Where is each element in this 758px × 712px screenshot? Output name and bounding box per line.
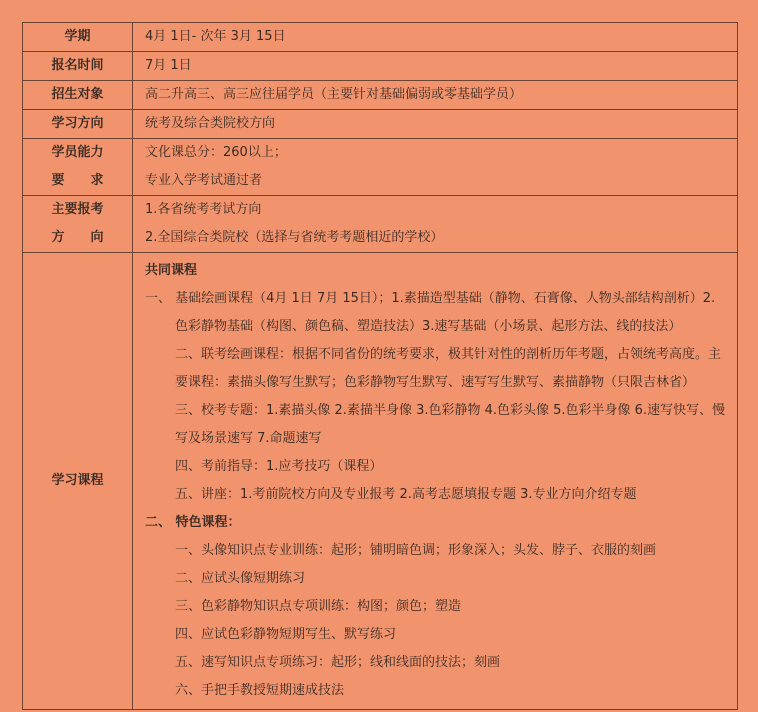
direction-value: 统考及综合类院校方向 bbox=[133, 110, 738, 139]
exam-row bbox=[23, 196, 738, 253]
exam-label bbox=[23, 196, 133, 253]
direction-row bbox=[23, 110, 738, 139]
direction-label: 学习方向 bbox=[23, 110, 133, 139]
course-info-table bbox=[22, 22, 738, 710]
common-course-line: 三、校考专题：1.素描头像 2.素描半身像 3.色彩静物 4.色彩头像 5.色彩半身像 6.速写快写、慢 bbox=[175, 403, 725, 418]
target-value: 高二升高三、高三应往届学员（主要针对基础偏弱或零基础学员） bbox=[133, 81, 738, 110]
special-courses-title: 二、 特色课程： bbox=[145, 515, 241, 530]
common-course-line: 五、讲座：1.考前院校方向及专业报考 2.高考志愿填报专题 3.专业方向介绍专题 bbox=[175, 487, 637, 502]
target-label: 招生对象 bbox=[23, 81, 133, 110]
common-course-line: 色彩静物基础（构图、颜色稿、塑造技法）3.速写基础（小场景、起形方法、线的技法） bbox=[175, 319, 682, 334]
special-course-line: 一、头像知识点专业训练：起形；铺明暗色调；形象深入；头发、脖子、衣服的刻画 bbox=[175, 543, 657, 558]
ability-value-line2: 专业入学考试通过者 bbox=[145, 173, 263, 188]
exam-value-line1: 1.各省统考考试方向 bbox=[145, 202, 262, 217]
special-course-line: 三、色彩静物知识点专项训练：构图；颜色；塑造 bbox=[175, 599, 462, 614]
ability-label-line2: 要 求 bbox=[51, 173, 104, 188]
special-course-line: 四、应试色彩静物短期写生、默写练习 bbox=[175, 627, 397, 642]
common-course-line: 一、 基础绘画课程（4月 1日 7月 15日）；1.素描造型基础（静物、石膏像、人物头部结构剖析）2. bbox=[145, 291, 716, 306]
term-row bbox=[23, 23, 738, 52]
common-courses-title: 共同课程 bbox=[145, 263, 198, 278]
common-course-line: 二、联考绘画课程：根据不同省份的统考要求，极其针对性的剖析历年考题，占领统考高度。主 bbox=[175, 347, 722, 362]
common-course-line: 要课程：素描头像写生默写；色彩静物写生默写、速写写生默写、素描静物（只限吉林省） bbox=[175, 375, 696, 390]
exam-value bbox=[133, 196, 738, 253]
term-value: 4月 1日- 次年 3月 15日 bbox=[133, 23, 738, 52]
common-course-line: 写及场景速写 7.命题速写 bbox=[175, 431, 322, 446]
exam-value-line2: 2.全国综合类院校（选择与省统考考题相近的学校） bbox=[145, 230, 444, 245]
courses-row bbox=[23, 253, 738, 710]
term-label: 学期 bbox=[23, 23, 133, 52]
ability-value-line1: 文化课总分：260以上； bbox=[145, 145, 287, 160]
signup-value: 7月 1日 bbox=[133, 52, 738, 81]
common-course-line: 四、考前指导：1.应考技巧（课程） bbox=[175, 459, 383, 474]
courses-label: 学习课程 bbox=[23, 253, 133, 710]
signup-label: 报名时间 bbox=[23, 52, 133, 81]
ability-label-line1: 学员能力 bbox=[51, 145, 104, 160]
exam-label-line2: 方 向 bbox=[51, 230, 104, 245]
signup-row bbox=[23, 52, 738, 81]
special-course-line: 五、速写知识点专项练习：起形；线和线面的技法；刻画 bbox=[175, 655, 501, 670]
exam-label-line1: 主要报考 bbox=[51, 202, 104, 217]
special-course-line: 二、应试头像短期练习 bbox=[175, 571, 306, 586]
ability-value bbox=[133, 139, 738, 196]
ability-label bbox=[23, 139, 133, 196]
target-row bbox=[23, 81, 738, 110]
courses-value bbox=[133, 253, 738, 710]
special-course-line: 六、手把手教授短期速成技法 bbox=[175, 683, 345, 698]
ability-row bbox=[23, 139, 738, 196]
